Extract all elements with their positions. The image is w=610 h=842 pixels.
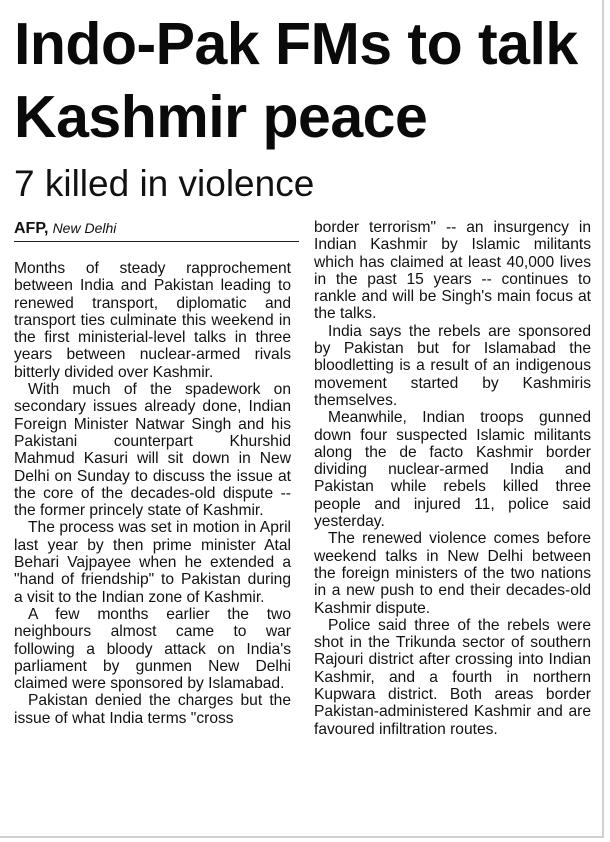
byline [14, 218, 116, 239]
paragraph: Police said three of the rebels were shot in the Trikunda sector of southern Rajouri district after crossing into Indian Kashmir, and a fourth in northern Kupwara district. Both areas border Pakistan-administered Kashmir and are favoured infiltration routes. [314, 616, 591, 738]
paragraph: The process was set in motion in April last year by then prime minister Atal Behari Vajpayee when he extended a "hand of friendship" to Pakistan during a visit to the Indian zone of Kashmir. [14, 519, 291, 606]
paragraph: India says the rebels are sponsored by Pakistan but for Islamabad the bloodletting is a result of an indigenous movement started by Kashmiris themselves. [314, 322, 591, 409]
paragraph: Pakistan denied the charges but the issue of what India terms "cross [14, 692, 291, 727]
paragraph: The renewed violence comes before weekend talks in New Delhi between the foreign ministers of the two nations in a new push to end their decades-old Kashmir dispute. [314, 530, 591, 617]
headline: Indo-Pak FMs to talk Kashmir peace [14, 11, 578, 150]
paragraph: With much of the spadework on secondary issues already done, Indian Foreign Minister Natwar Singh and his Pakistani counterpart Khurshid Mahmud Kasuri will sit down in New Delhi on Sunday to discuss the issue at the core of the decades-old dispute -- the former princely state of Kashmir. [14, 381, 291, 520]
byline-agency: AFP, [14, 220, 49, 237]
byline-divider [14, 241, 299, 242]
byline-dateline: New Delhi [52, 220, 117, 236]
paragraph: A few months earlier the two neighbours almost came to war following a bloody attack on India's parliament by gunmen New Delhi claimed were sponsored by Islamabad. [14, 605, 291, 693]
article-column-right [314, 219, 591, 738]
paragraph: Meanwhile, Indian troops gunned down four suspected Islamic militants along the de facto Kashmir border dividing nuclear-armed India and Pakistan while rebels killed three people and injured 11, police said yesterday. [314, 409, 591, 531]
subheadline: 7 killed in violence [14, 163, 315, 204]
paragraph: border terrorism" -- an insurgency in Indian Kashmir by Islamic militants which has claimed at least 40,000 lives in the past 15 years -- continues to rankle and will be Singh's main focus at the talks. [314, 219, 591, 323]
paragraph: Months of steady rapprochement between India and Pakistan leading to renewed transport, diplomatic and transport ties culminate this weekend in the first ministerial-level talks in three years between nuclear-armed rivals bitterly divided over Kashmir. [14, 260, 291, 381]
article-column-left [14, 260, 291, 727]
